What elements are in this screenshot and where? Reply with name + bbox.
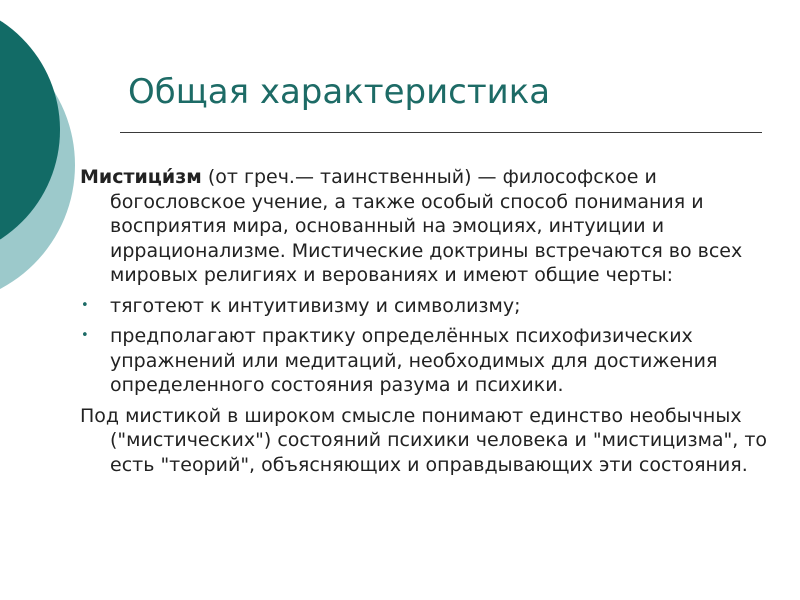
definition-term: Мистици́зм <box>80 166 202 188</box>
slide-body <box>80 165 780 483</box>
title-divider <box>120 132 762 133</box>
traits-list <box>80 294 780 398</box>
closing-paragraph: Под мистикой в широком смысле понимают единство необычных ("мистических") состояний психики человека и "мистицизма", то есть "теорий", объясняющих и оправдывающих эти состояния. <box>80 404 768 476</box>
list-item <box>80 324 780 398</box>
list-item <box>80 294 780 319</box>
slide-title: Общая характеристика <box>128 72 551 112</box>
bullet-icon: • <box>81 328 89 343</box>
list-item-text: предполагают практику определённых психофизических упражнений или медитаций, необходимых для достижения определенного состояния разума и психики. <box>110 325 718 396</box>
definition-text: (от греч.— таинственный) — философское и богословское учение, а также особый способ понимания и восприятия мира, основанный на эмоциях, интуиции и иррационализме. Мистические доктрины встречаются во всех мировых религиях и верованиях и имеют общие черты: <box>110 166 743 286</box>
definition-paragraph <box>80 165 780 288</box>
bullet-icon: • <box>81 297 89 313</box>
list-item-text: тяготеют к интуитивизму и символизму; <box>110 294 521 317</box>
